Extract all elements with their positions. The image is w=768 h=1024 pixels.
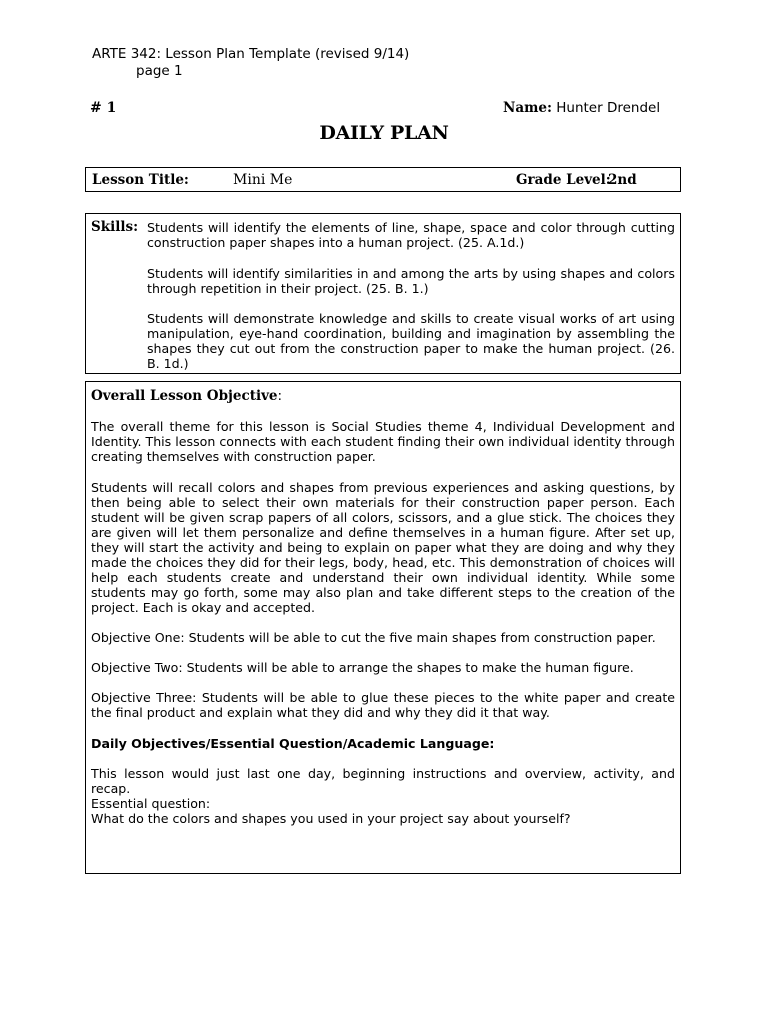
objective-three: Objective Three: Students will be able to glue these pieces to the white paper and create the final product and explain what they did and why they did it that way.	[91, 690, 675, 720]
grade-level-label: Grade Level:	[516, 172, 611, 188]
objective-paragraph-2: Students will recall colors and shapes from previous experiences and asking questions, by then being able to select their own materials for their construction paper person. Each student will be given scrap papers of all colors, scissors, and a glue stick. The choices they are given will let them personalize and define themselves in a human figure. After set up, they will start the activity and being to explain on paper what they are doing and why they made the choices they did for their legs, body, head, etc. This demonstration of choices will help each students create and understand their own individual identity. While some students may go forth, some may also plan and take different steps to the creation of the project. Each is okay and accepted.	[91, 480, 675, 615]
skill-item-3: Students will demonstrate knowledge and skills to create visual works of art using manipulation, eye-hand coordination, building and imagination by assembling the shapes they cut out from the construction paper to make the human project. (26. B. 1d.)	[147, 311, 675, 371]
skill-item-1: Students will identify the elements of line, shape, space and color through cutting construction paper shapes into a human project. (25. A.1d.)	[147, 220, 675, 250]
skill-item-2: Students will identify similarities in and among the arts by using shapes and colors through repetition in their project. (25. B. 1.)	[147, 266, 675, 296]
lesson-title-label: Lesson Title:	[92, 172, 189, 188]
course-header: ARTE 342: Lesson Plan Template (revised 9/14)	[92, 46, 410, 62]
name-value: Hunter Drendel	[556, 100, 661, 116]
objective-heading-line	[91, 388, 282, 404]
plan-number: # 1	[90, 100, 117, 116]
objective-one: Objective One: Students will be able to cut the five main shapes from construction paper.	[91, 630, 656, 645]
lesson-title-value: Mini Me	[233, 172, 293, 188]
essential-question-text: What do the colors and shapes you used in your project say about yourself?	[91, 811, 571, 826]
skills-label: Skills:	[91, 219, 139, 235]
page-number: page 1	[136, 63, 183, 79]
objective-box	[85, 381, 681, 874]
grade-level-value: 2nd	[608, 172, 637, 188]
daily-objectives-text: This lesson would just last one day, beginning instructions and overview, activity, and recap.	[91, 766, 675, 796]
page-title: DAILY PLAN	[319, 122, 449, 144]
objective-paragraph-1: The overall theme for this lesson is Social Studies theme 4, Individual Development and Identity. This lesson connects with each student finding their own individual identity through creating themselves with construction paper.	[91, 419, 675, 464]
essential-question-label: Essential question:	[91, 796, 211, 811]
objective-heading: Overall Lesson Objective	[91, 388, 278, 404]
skills-box	[85, 213, 681, 374]
daily-objectives-heading: Daily Objectives/Essential Question/Academic Language:	[91, 736, 495, 751]
name-line	[503, 100, 660, 116]
objective-two: Objective Two: Students will be able to arrange the shapes to make the human figure.	[91, 660, 634, 675]
name-label: Name:	[503, 100, 552, 116]
objective-heading-colon: :	[277, 388, 283, 404]
lesson-info-box	[85, 167, 681, 192]
